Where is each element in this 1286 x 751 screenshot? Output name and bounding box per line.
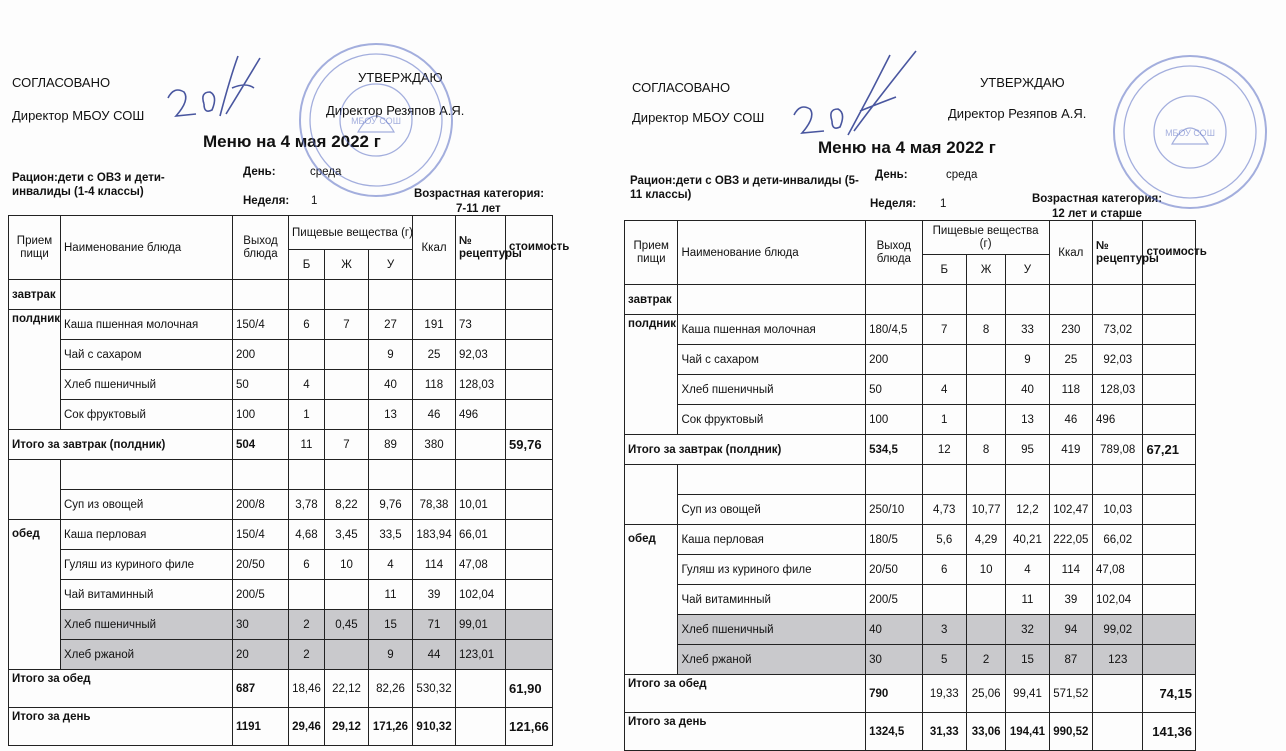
age-value: 7-11 лет xyxy=(456,203,501,215)
header-meal: Прием пищи xyxy=(625,221,678,285)
total-u: 95 xyxy=(1006,435,1049,465)
dish-weight: 200/5 xyxy=(866,585,922,615)
dish-recipe: 99,02 xyxy=(1093,615,1143,645)
meal-snack-label: полдник xyxy=(9,310,61,430)
total-b: 12 xyxy=(922,435,966,465)
total-weight: 687 xyxy=(233,670,289,708)
dish-zh xyxy=(966,615,1005,645)
meal-lunch-label: обед xyxy=(9,520,61,670)
table-row xyxy=(9,340,553,370)
total-b: 19,33 xyxy=(922,675,966,713)
total-b: 29,46 xyxy=(289,708,325,746)
day-total-row xyxy=(625,713,1196,751)
total-cost: 61,90 xyxy=(506,670,553,708)
dish-kcal: 71 xyxy=(413,610,456,640)
dish-kcal: 39 xyxy=(1049,585,1092,615)
dish-weight: 20/50 xyxy=(866,555,922,585)
dish-u: 33 xyxy=(1006,315,1049,345)
total-u: 171,26 xyxy=(369,708,413,746)
dish-kcal: 46 xyxy=(413,400,456,430)
dish-recipe: 73 xyxy=(456,310,506,340)
dish-u: 33,5 xyxy=(369,520,413,550)
dish-b: 6 xyxy=(289,550,325,580)
ration-label: Рацион:дети с ОВЗ и дети-инвалиды (5-11 классы) xyxy=(630,175,859,201)
dish-name: Гуляш из куриного филе xyxy=(678,555,866,585)
dish-zh: 4,29 xyxy=(966,525,1005,555)
dish-recipe: 123,01 xyxy=(456,640,506,670)
dish-recipe: 10,03 xyxy=(1093,495,1143,525)
official-stamp-icon xyxy=(1110,52,1270,212)
dish-b xyxy=(922,345,966,375)
dish-b: 2 xyxy=(289,610,325,640)
dish-name: Сок фруктовый xyxy=(678,405,866,435)
table-row xyxy=(9,550,553,580)
table-row xyxy=(9,520,553,550)
header-dish: Наименование блюда xyxy=(678,221,866,285)
total-b: 18,46 xyxy=(289,670,325,708)
table-row xyxy=(9,610,553,640)
dish-b: 2 xyxy=(289,640,325,670)
age-value: 12 лет и старше xyxy=(1052,208,1142,220)
stamp-text: МБОУ СОШ xyxy=(351,116,401,126)
lunch-total-row xyxy=(625,675,1196,713)
header-meal: Прием пищи xyxy=(9,216,61,280)
dish-zh xyxy=(966,405,1005,435)
director-name: Директор Резяпов А.Я. xyxy=(948,106,1087,121)
dish-kcal: 39 xyxy=(413,580,456,610)
dish-u: 13 xyxy=(1006,405,1049,435)
dish-zh: 3,45 xyxy=(325,520,369,550)
dish-weight: 100 xyxy=(233,400,289,430)
total-u: 82,26 xyxy=(369,670,413,708)
total-b: 31,33 xyxy=(922,713,966,751)
menu-title: Меню на 4 мая 2022 г xyxy=(203,132,381,151)
header-weight: Выход блюда xyxy=(866,221,922,285)
dish-weight: 20 xyxy=(233,640,289,670)
dish-u: 40 xyxy=(369,370,413,400)
dish-weight: 30 xyxy=(866,645,922,675)
director-school: Директор МБОУ СОШ xyxy=(632,110,765,125)
dish-zh xyxy=(325,340,369,370)
dish-weight: 180/4,5 xyxy=(866,315,922,345)
ration-label: Рацион:дети с ОВЗ и дети-инвалиды (1-4 классы) xyxy=(12,172,165,198)
dish-name: Хлеб ржаной xyxy=(678,645,866,675)
day-label: День: xyxy=(243,166,276,178)
dish-name: Хлеб пшеничный xyxy=(678,615,866,645)
dish-u: 4 xyxy=(1006,555,1049,585)
meal-breakfast-label: завтрак xyxy=(9,280,61,310)
week-value: 1 xyxy=(940,198,947,210)
dish-weight: 200 xyxy=(866,345,922,375)
dish-kcal: 78,38 xyxy=(413,490,456,520)
approved-label: СОГЛАСОВАНО xyxy=(12,75,111,90)
day-label: День: xyxy=(875,169,908,181)
dish-recipe: 102,04 xyxy=(456,580,506,610)
total-kcal: 910,32 xyxy=(413,708,456,746)
dish-recipe: 496 xyxy=(456,400,506,430)
header-zh: Ж xyxy=(325,250,369,280)
table-row xyxy=(625,345,1196,375)
dish-weight: 40 xyxy=(866,615,922,645)
dish-weight: 30 xyxy=(233,610,289,640)
total-recipe: 789,08 xyxy=(1093,435,1143,465)
header-recipe: № рецептуры xyxy=(456,216,506,280)
breakfast-total-row xyxy=(625,435,1196,465)
menu-sheet-left xyxy=(0,0,630,748)
dish-u: 27 xyxy=(369,310,413,340)
dish-b: 7 xyxy=(922,315,966,345)
dish-name: Чай витаминный xyxy=(678,585,866,615)
header-recipe: № рецептуры xyxy=(1093,221,1143,285)
dish-zh: 7 xyxy=(325,310,369,340)
dish-b xyxy=(289,340,325,370)
confirm-label: УТВЕРЖДАЮ xyxy=(980,75,1065,90)
header-cost: стоимость xyxy=(1143,221,1196,285)
dish-name: Чай с сахаром xyxy=(678,345,866,375)
header-cost: стоимость xyxy=(506,216,553,280)
total-u: 99,41 xyxy=(1006,675,1049,713)
dish-kcal: 102,47 xyxy=(1049,495,1092,525)
signature-icon xyxy=(780,45,930,145)
dish-b: 4,73 xyxy=(922,495,966,525)
dish-u: 15 xyxy=(369,610,413,640)
dish-zh xyxy=(966,345,1005,375)
table-row xyxy=(625,585,1196,615)
dish-recipe: 73,02 xyxy=(1093,315,1143,345)
dish-b xyxy=(289,580,325,610)
dish-kcal: 114 xyxy=(1049,555,1092,585)
dish-recipe: 47,08 xyxy=(1093,555,1143,585)
dish-kcal: 46 xyxy=(1049,405,1092,435)
dish-name: Каша пшенная молочная xyxy=(678,315,866,345)
table-row xyxy=(9,580,553,610)
director-school: Директор МБОУ СОШ xyxy=(12,108,145,123)
dish-b: 4 xyxy=(289,370,325,400)
dish-name: Чай с сахаром xyxy=(61,340,233,370)
total-zh: 7 xyxy=(325,430,369,460)
dish-recipe: 496 xyxy=(1093,405,1143,435)
dish-name: Хлеб пшеничный xyxy=(61,370,233,400)
header-b: Б xyxy=(922,255,966,285)
total-label: Итого за обед xyxy=(625,675,866,713)
dish-zh: 2 xyxy=(966,645,1005,675)
total-kcal: 530,32 xyxy=(413,670,456,708)
dish-u: 9 xyxy=(369,640,413,670)
table-row xyxy=(9,370,553,400)
dish-b: 1 xyxy=(922,405,966,435)
dish-recipe: 47,08 xyxy=(456,550,506,580)
header-nutrients: Пищевые вещества (г) xyxy=(922,221,1049,255)
dish-u: 12,2 xyxy=(1006,495,1049,525)
dish-kcal: 118 xyxy=(1049,375,1092,405)
table-row xyxy=(625,405,1196,435)
total-recipe xyxy=(456,670,506,708)
dish-u: 40,21 xyxy=(1006,525,1049,555)
dish-recipe: 128,03 xyxy=(456,370,506,400)
total-cost: 67,21 xyxy=(1143,435,1196,465)
total-u: 194,41 xyxy=(1006,713,1049,751)
table-row xyxy=(625,555,1196,585)
dish-b xyxy=(922,585,966,615)
dish-u: 4 xyxy=(369,550,413,580)
header-kcal: Ккал xyxy=(413,216,456,280)
total-kcal: 380 xyxy=(413,430,456,460)
dish-kcal: 191 xyxy=(413,310,456,340)
age-label: Возрастная категория: xyxy=(414,188,545,200)
dish-kcal: 183,94 xyxy=(413,520,456,550)
dish-b: 4,68 xyxy=(289,520,325,550)
table-row xyxy=(625,525,1196,555)
dish-recipe: 128,03 xyxy=(1093,375,1143,405)
total-cost: 121,66 xyxy=(506,708,553,746)
header-nutrients: Пищевые вещества (г) xyxy=(289,216,413,250)
dish-recipe: 102,04 xyxy=(1093,585,1143,615)
dish-weight: 150/4 xyxy=(233,310,289,340)
total-weight: 790 xyxy=(866,675,922,713)
dish-recipe: 92,03 xyxy=(456,340,506,370)
dish-weight: 100 xyxy=(866,405,922,435)
dish-b: 3,78 xyxy=(289,490,325,520)
table-row xyxy=(9,400,553,430)
dish-name: Хлеб пшеничный xyxy=(678,375,866,405)
header-dish: Наименование блюда xyxy=(61,216,233,280)
header-b: Б xyxy=(289,250,325,280)
menu-title: Меню на 4 мая 2022 г xyxy=(818,138,996,157)
dish-name: Хлеб пшеничный xyxy=(61,610,233,640)
dish-weight: 200/8 xyxy=(233,490,289,520)
lunch-total-row xyxy=(9,670,553,708)
total-kcal: 990,52 xyxy=(1049,713,1092,751)
total-recipe xyxy=(456,430,506,460)
table-row xyxy=(625,645,1196,675)
header-u: У xyxy=(369,250,413,280)
total-weight: 504 xyxy=(233,430,289,460)
header-kcal: Ккал xyxy=(1049,221,1092,285)
dish-weight: 50 xyxy=(866,375,922,405)
dish-weight: 20/50 xyxy=(233,550,289,580)
total-zh: 25,06 xyxy=(966,675,1005,713)
dish-u: 11 xyxy=(1006,585,1049,615)
dish-weight: 50 xyxy=(233,370,289,400)
total-b: 11 xyxy=(289,430,325,460)
meal-breakfast-label: завтрак xyxy=(625,285,678,315)
dish-zh: 8,22 xyxy=(325,490,369,520)
menu-table xyxy=(8,215,570,746)
total-zh: 22,12 xyxy=(325,670,369,708)
total-label: Итого за завтрак (полдник) xyxy=(9,430,233,460)
dish-kcal: 87 xyxy=(1049,645,1092,675)
dish-zh: 10,77 xyxy=(966,495,1005,525)
total-label: Итого за день xyxy=(9,708,233,746)
breakfast-total-row xyxy=(9,430,553,460)
header-u: У xyxy=(1006,255,1049,285)
week-label: Неделя: xyxy=(870,198,917,210)
table-row xyxy=(625,315,1196,345)
week-value: 1 xyxy=(311,195,318,207)
dish-u: 40 xyxy=(1006,375,1049,405)
dish-weight: 150/4 xyxy=(233,520,289,550)
day-value: среда xyxy=(310,166,342,178)
dish-weight: 200 xyxy=(233,340,289,370)
dish-kcal: 94 xyxy=(1049,615,1092,645)
header-zh: Ж xyxy=(966,255,1005,285)
stamp-text: МБОУ СОШ xyxy=(1165,128,1215,138)
dish-u: 32 xyxy=(1006,615,1049,645)
dish-recipe: 10,01 xyxy=(456,490,506,520)
total-cost: 59,76 xyxy=(506,430,553,460)
dish-kcal: 230 xyxy=(1049,315,1092,345)
meal-snack-label: полдник xyxy=(625,315,678,435)
signature-icon xyxy=(160,48,270,128)
dish-u: 11 xyxy=(369,580,413,610)
total-label: Итого за день xyxy=(625,713,866,751)
dish-name: Каша перловая xyxy=(61,520,233,550)
table-row xyxy=(625,375,1196,405)
dish-recipe: 99,01 xyxy=(456,610,506,640)
table-row xyxy=(9,490,553,520)
dish-weight: 200/5 xyxy=(233,580,289,610)
dish-zh xyxy=(966,375,1005,405)
dish-zh: 10 xyxy=(966,555,1005,585)
dish-u: 15 xyxy=(1006,645,1049,675)
total-recipe xyxy=(1093,713,1143,751)
dish-zh xyxy=(966,585,1005,615)
total-weight: 534,5 xyxy=(866,435,922,465)
total-label: Итого за завтрак (полдник) xyxy=(625,435,866,465)
director-name: Директор Резяпов А.Я. xyxy=(326,103,465,118)
table-row xyxy=(625,615,1196,645)
dish-kcal: 25 xyxy=(413,340,456,370)
total-zh: 8 xyxy=(966,435,1005,465)
dish-b: 3 xyxy=(922,615,966,645)
dish-u: 9,76 xyxy=(369,490,413,520)
day-total-row xyxy=(9,708,553,746)
dish-zh xyxy=(325,370,369,400)
dish-u: 9 xyxy=(369,340,413,370)
dish-name: Чай витаминный xyxy=(61,580,233,610)
dish-zh xyxy=(325,400,369,430)
dish-b: 5 xyxy=(922,645,966,675)
age-label: Возрастная категория: xyxy=(1032,193,1163,205)
dish-zh: 8 xyxy=(966,315,1005,345)
dish-kcal: 44 xyxy=(413,640,456,670)
total-recipe xyxy=(1093,675,1143,713)
table-row xyxy=(625,495,1196,525)
header-weight: Выход блюда xyxy=(233,216,289,280)
dish-weight: 250/10 xyxy=(866,495,922,525)
dish-kcal: 25 xyxy=(1049,345,1092,375)
total-zh: 29,12 xyxy=(325,708,369,746)
confirm-label: УТВЕРЖДАЮ xyxy=(358,70,443,85)
dish-zh xyxy=(325,580,369,610)
table-row xyxy=(9,310,553,340)
dish-recipe: 66,01 xyxy=(456,520,506,550)
dish-b: 6 xyxy=(289,310,325,340)
dish-name: Гуляш из куриного филе xyxy=(61,550,233,580)
total-weight: 1324,5 xyxy=(866,713,922,751)
meal-lunch-label: обед xyxy=(625,525,678,675)
week-label: Неделя: xyxy=(243,195,290,207)
dish-name: Каша перловая xyxy=(678,525,866,555)
dish-name: Суп из овощей xyxy=(678,495,866,525)
dish-recipe: 92,03 xyxy=(1093,345,1143,375)
total-zh: 33,06 xyxy=(966,713,1005,751)
dish-recipe: 123 xyxy=(1093,645,1143,675)
dish-weight: 180/5 xyxy=(866,525,922,555)
dish-kcal: 114 xyxy=(413,550,456,580)
dish-zh: 10 xyxy=(325,550,369,580)
dish-b: 6 xyxy=(922,555,966,585)
dish-recipe: 66,02 xyxy=(1093,525,1143,555)
table-row xyxy=(9,640,553,670)
total-kcal: 571,52 xyxy=(1049,675,1092,713)
approved-label: СОГЛАСОВАНО xyxy=(632,80,731,95)
dish-b: 5,6 xyxy=(922,525,966,555)
total-cost: 141,36 xyxy=(1143,713,1196,751)
dish-kcal: 222,05 xyxy=(1049,525,1092,555)
dish-kcal: 118 xyxy=(413,370,456,400)
menu-table xyxy=(624,220,1207,751)
total-label: Итого за обед xyxy=(9,670,233,708)
total-u: 89 xyxy=(369,430,413,460)
total-recipe xyxy=(456,708,506,746)
dish-zh xyxy=(325,640,369,670)
dish-b: 1 xyxy=(289,400,325,430)
menu-sheet-right xyxy=(620,0,1286,748)
total-cost: 74,15 xyxy=(1143,675,1196,713)
dish-u: 13 xyxy=(369,400,413,430)
total-weight: 1191 xyxy=(233,708,289,746)
day-value: среда xyxy=(946,169,978,181)
dish-name: Каша пшенная молочная xyxy=(61,310,233,340)
dish-b: 4 xyxy=(922,375,966,405)
dish-name: Хлеб ржаной xyxy=(61,640,233,670)
dish-zh: 0,45 xyxy=(325,610,369,640)
dish-u: 9 xyxy=(1006,345,1049,375)
total-kcal: 419 xyxy=(1049,435,1092,465)
dish-name: Суп из овощей xyxy=(61,490,233,520)
dish-name: Сок фруктовый xyxy=(61,400,233,430)
